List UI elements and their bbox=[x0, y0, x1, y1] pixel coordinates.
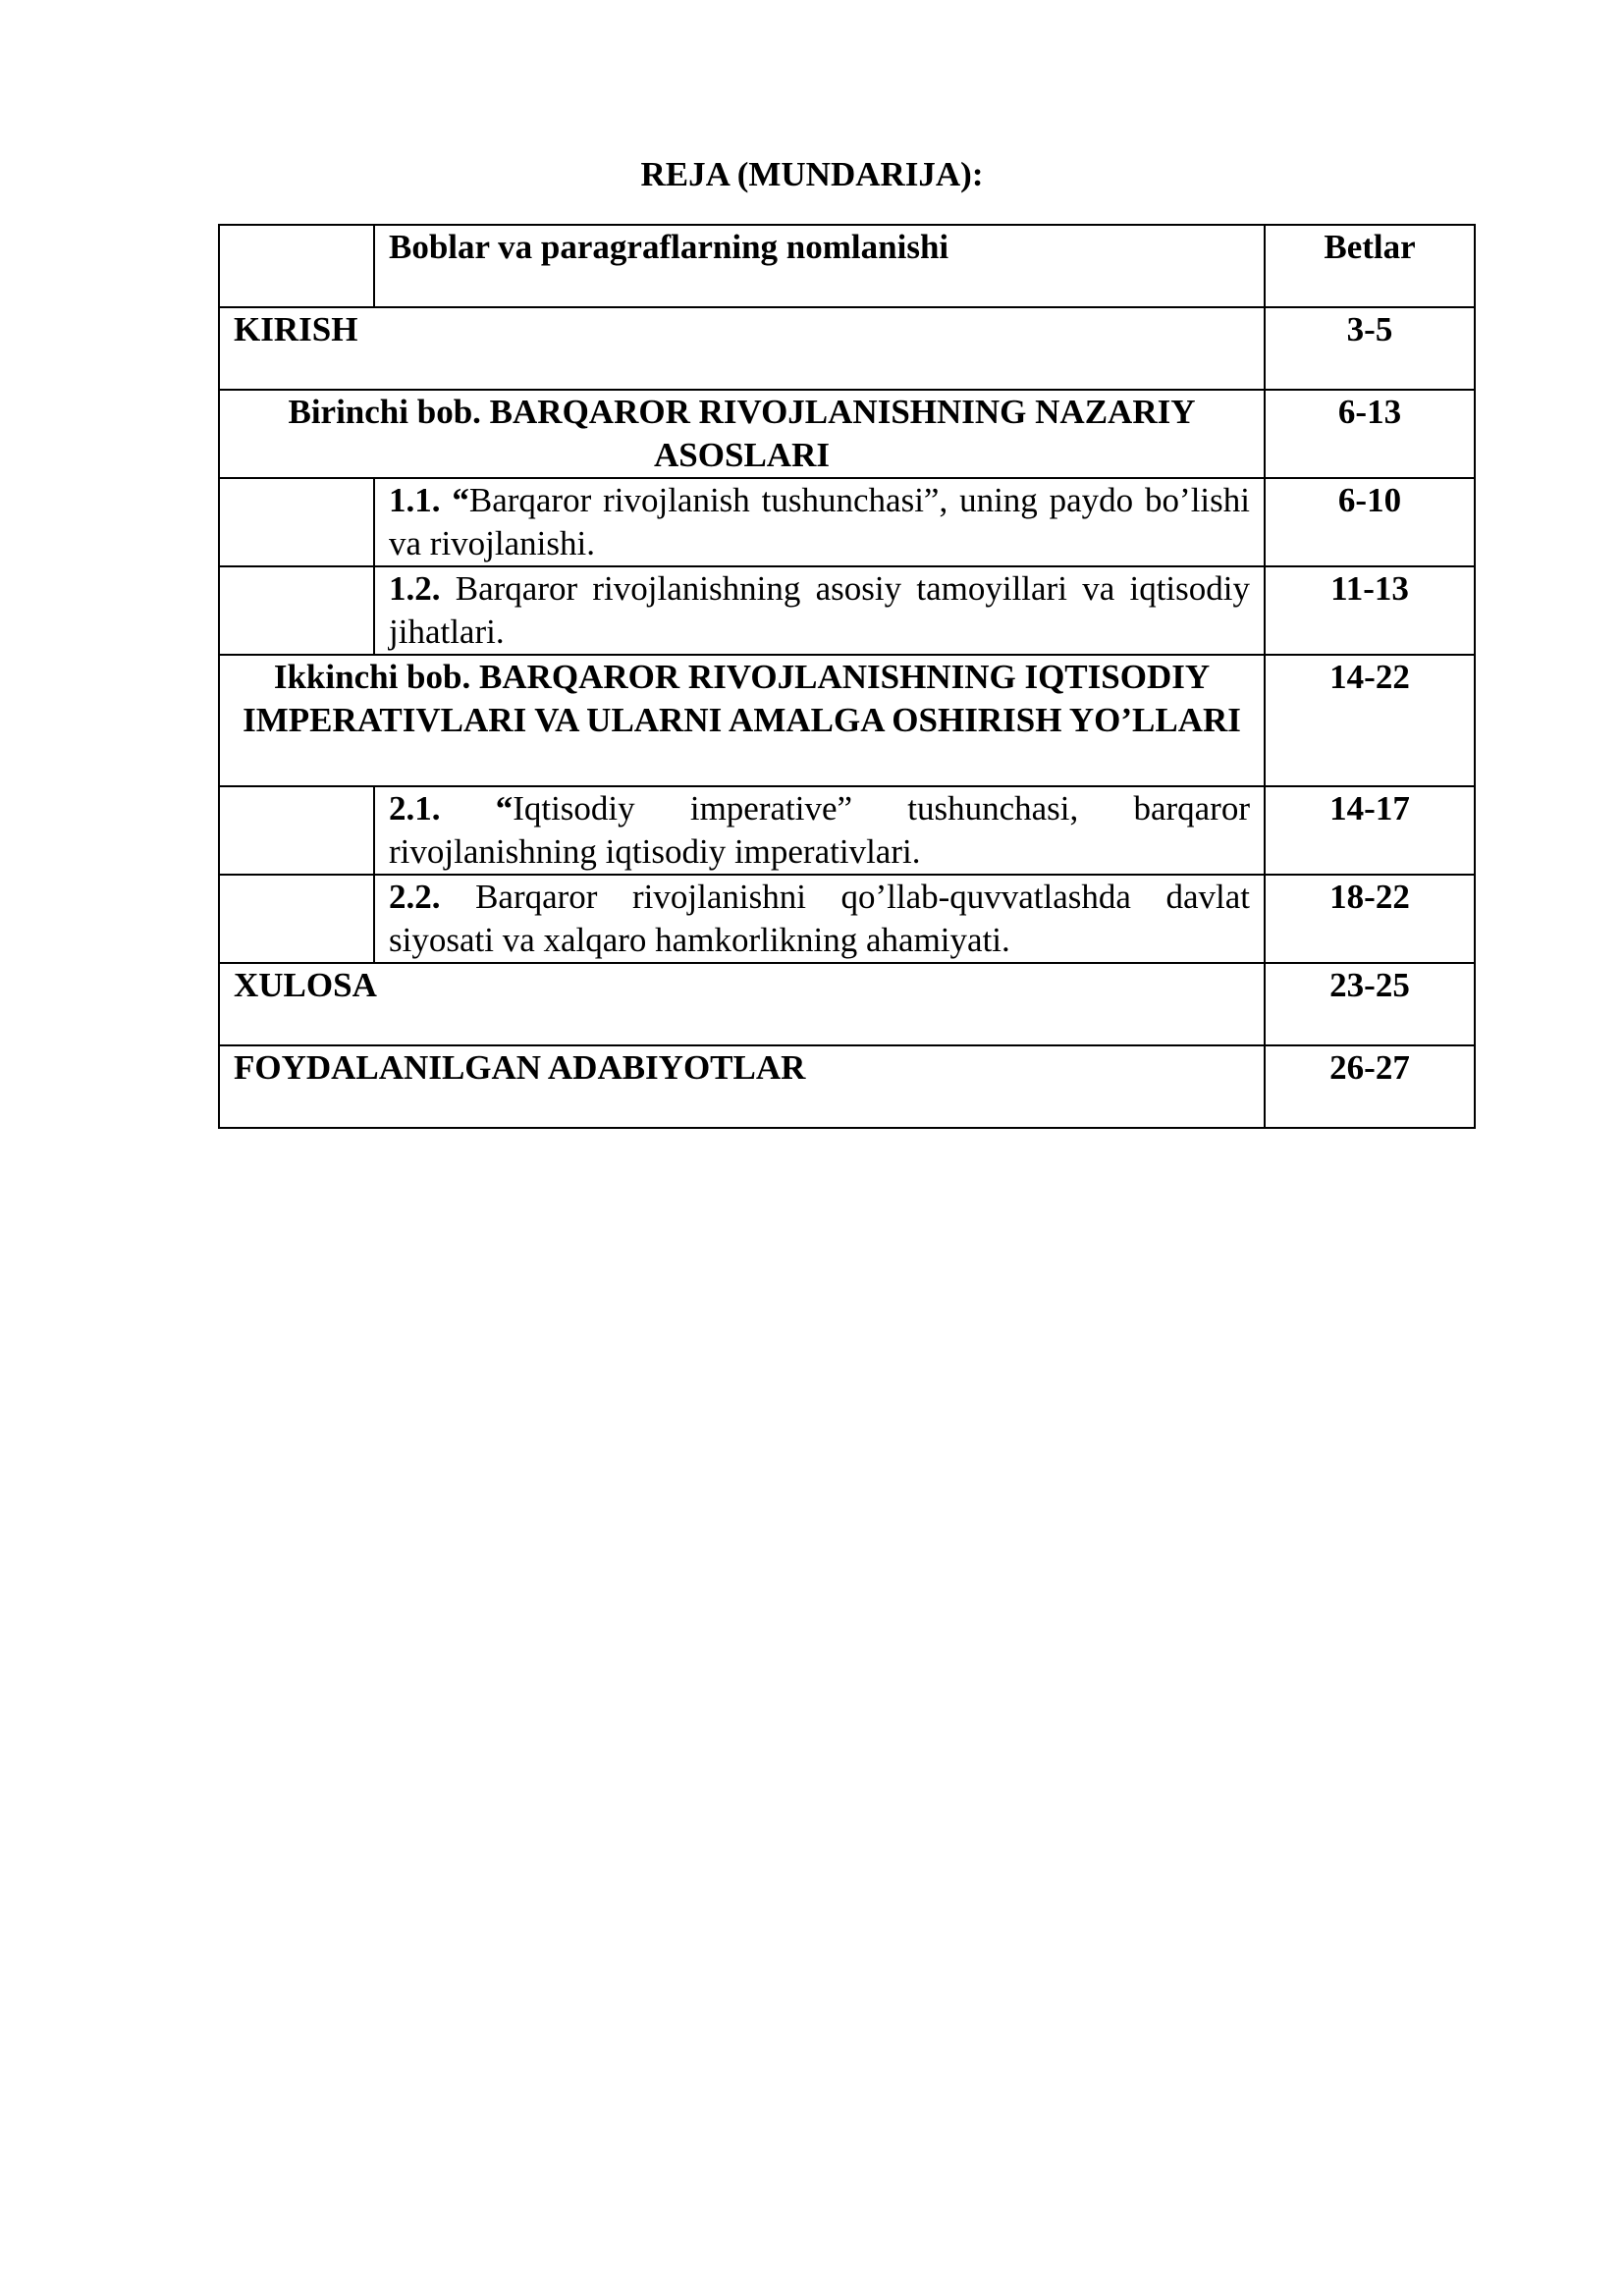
paragraph-text: Barqaror rivojlanishni qo’llab-quvvatlashda davlat siyosati va xalqaro hamkorlikning ahamiyati. bbox=[389, 878, 1251, 959]
section-title: XULOSA bbox=[219, 963, 1265, 1045]
empty-cell bbox=[219, 786, 374, 875]
table-row bbox=[219, 655, 1475, 786]
table-of-contents bbox=[218, 224, 1476, 1129]
header-name-cell: Boblar va paragraflarning nomlanishi bbox=[374, 225, 1265, 307]
page-title: REJA (MUNDARIJA): bbox=[640, 155, 984, 193]
header-pages-cell: Betlar bbox=[1265, 225, 1475, 307]
paragraph-number: 2.2. bbox=[389, 878, 441, 916]
table-header-row bbox=[219, 225, 1475, 307]
page-range: 18-22 bbox=[1265, 875, 1475, 963]
table-row bbox=[219, 307, 1475, 390]
empty-cell bbox=[219, 566, 374, 655]
table-row bbox=[219, 963, 1475, 1045]
header-number-cell bbox=[219, 225, 374, 307]
page-range: 23-25 bbox=[1265, 963, 1475, 1045]
page-range: 6-10 bbox=[1265, 478, 1475, 566]
page-range: 14-17 bbox=[1265, 786, 1475, 875]
opening-quote: “ bbox=[495, 789, 514, 828]
page-range: 11-13 bbox=[1265, 566, 1475, 655]
page-range: 14-22 bbox=[1265, 655, 1475, 786]
paragraph-title bbox=[374, 566, 1265, 655]
paragraph-title bbox=[374, 786, 1265, 875]
opening-quote: “ bbox=[452, 481, 469, 519]
table-row bbox=[219, 566, 1475, 655]
paragraph-title bbox=[374, 478, 1265, 566]
page-range: 26-27 bbox=[1265, 1045, 1475, 1128]
page-range: 6-13 bbox=[1265, 390, 1475, 478]
chapter-title: Ikkinchi bob. BARQAROR RIVOJLANISHNING IQTISODIY IMPERATIVLARI VA ULARNI AMALGA OSHIRISH YO’LLARI bbox=[219, 655, 1265, 786]
paragraph-number: 2.1. bbox=[389, 789, 441, 828]
table-row bbox=[219, 478, 1475, 566]
section-title: KIRISH bbox=[219, 307, 1265, 390]
table-row bbox=[219, 1045, 1475, 1128]
chapter-title: Birinchi bob. BARQAROR RIVOJLANISHNING NAZARIY ASOSLARI bbox=[219, 390, 1265, 478]
paragraph-title bbox=[374, 875, 1265, 963]
table-row bbox=[219, 875, 1475, 963]
paragraph-number: 1.2. bbox=[389, 569, 441, 608]
page-range: 3-5 bbox=[1265, 307, 1475, 390]
section-title: FOYDALANILGAN ADABIYOTLAR bbox=[219, 1045, 1265, 1128]
table-row bbox=[219, 390, 1475, 478]
empty-cell bbox=[219, 875, 374, 963]
empty-cell bbox=[219, 478, 374, 566]
paragraph-text: Barqaror rivojlanishning asosiy tamoyillari va iqtisodiy jihatlari. bbox=[389, 569, 1250, 651]
paragraph-text: Iqtisodiy imperative” tushunchasi, barqaror rivojlanishning iqtisodiy imperativlari. bbox=[389, 789, 1250, 871]
paragraph-text: Barqaror rivojlanish tushunchasi”, uning paydo bo’lishi va rivojlanishi. bbox=[389, 481, 1250, 562]
paragraph-number: 1.1. bbox=[389, 481, 441, 519]
table-row bbox=[219, 786, 1475, 875]
